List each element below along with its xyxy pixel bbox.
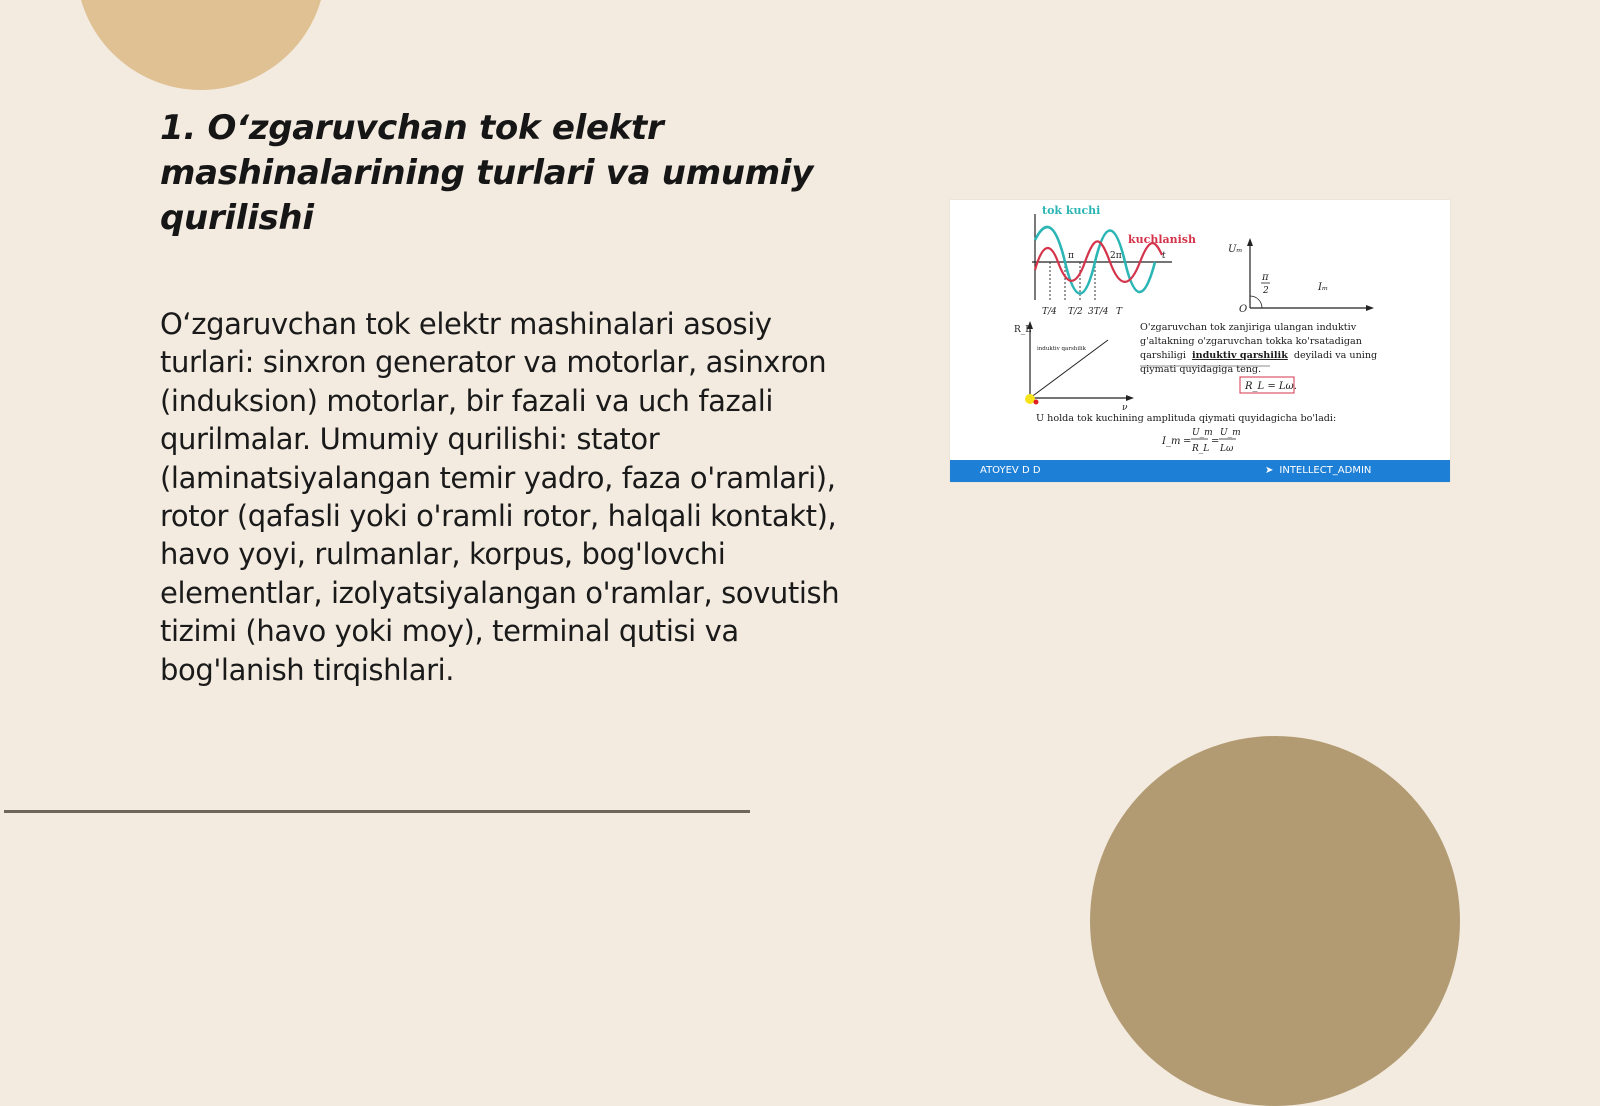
figure-drawing (950, 200, 1450, 482)
line-label: induktiv qarshilik (1037, 346, 1086, 352)
tick-label: T/4 (1042, 307, 1057, 317)
description-line: O'zgaruvchan tok zanjiriga ulangan induktiv (1140, 322, 1357, 333)
fraction-numerator: U_m (1220, 428, 1241, 438)
slide-body-text: O‘zgaruvchan tok elektr mashinalari asosiy turlari: sinxron generator va motorlar, asinxron (induksion) motorlar, bir fazali va uch fazali qurilmalar. Umumiy qurilishi: stator (laminatsiyalangan temir yadro, faza o'ramlari), rotor (qafasli yoki o'ramli rotor, halqali kontakt), havo yoyi, rulmanlar, korpus, bog'lovchi elementlar, izolyatsiyalangan o'ramlar, sovutish tizimi (havo yoki moy), terminal qutisi va bog'lanish tirqishlari. (160, 307, 840, 687)
description-fragment: qarshiligi (1140, 350, 1186, 361)
tick-label: T (1116, 307, 1123, 317)
decorative-circle-bottom (1090, 736, 1460, 1106)
inductive-resistance-figure (950, 200, 1450, 482)
formula-lhs: I_m (1162, 436, 1181, 447)
slide-title: 1. O‘zgaruvchan tok elektr mashinalarining turlari va umumiy qurilishi (160, 108, 814, 238)
figure-footer-bar (950, 460, 1450, 482)
angle-denominator: 2 (1263, 286, 1269, 296)
t-mark: t (1162, 251, 1166, 261)
phase-angle-arc (1250, 296, 1262, 308)
arrowhead (1126, 395, 1134, 401)
two-pi-mark: 2π (1110, 251, 1122, 261)
phasor-u-label: Uₘ (1228, 244, 1243, 255)
origin-dot (1034, 400, 1039, 405)
footer-channel-name: INTELLECT_ADMIN (1279, 465, 1372, 476)
amplitude-text: U holda tok kuchining amplituda qiymati quyidagicha bo'ladi: (1036, 413, 1337, 424)
fraction-numerator: U_m (1192, 428, 1213, 438)
description-fragment: deyiladi va uning (1293, 350, 1378, 361)
telegram-icon: ➤ (1265, 465, 1274, 476)
pi-mark: π (1068, 251, 1074, 261)
tick-label: 3T/4 (1088, 307, 1109, 317)
rl-axis-label: R_L (1014, 325, 1032, 335)
decorative-circle-top (76, 0, 326, 90)
description-line: g'altakning o'zgaruvchan tokka ko'rsatadigan (1140, 336, 1362, 347)
origin-label: O (1239, 304, 1248, 315)
term-inductive-resistance: induktiv qarshilik (1191, 350, 1288, 361)
arrowhead (1366, 305, 1374, 311)
phasor-i-label: Iₘ (1318, 282, 1329, 293)
voltage-label: kuchlanish (1128, 233, 1196, 246)
equals-sign: = (1183, 436, 1192, 447)
angle-numerator: π (1262, 272, 1269, 283)
equals-sign: = (1211, 436, 1220, 447)
current-label: tok kuchi (1042, 204, 1101, 217)
nu-axis-label: ν (1122, 403, 1128, 413)
description-line (1140, 350, 1377, 361)
fraction-denominator: R_L (1192, 444, 1210, 454)
footer-channel (1265, 460, 1371, 482)
origin-highlight (1025, 394, 1035, 404)
arrowhead (1247, 238, 1253, 246)
footer-author: ATOYEV D D (980, 465, 1041, 476)
fraction-denominator: Lω (1220, 444, 1234, 454)
tick-label: T/2 (1068, 307, 1083, 317)
formula-rl: R_L = Lω. (1245, 381, 1297, 392)
divider-line (4, 810, 750, 813)
description-line: qiymati quyidagiga teng. (1140, 364, 1262, 375)
